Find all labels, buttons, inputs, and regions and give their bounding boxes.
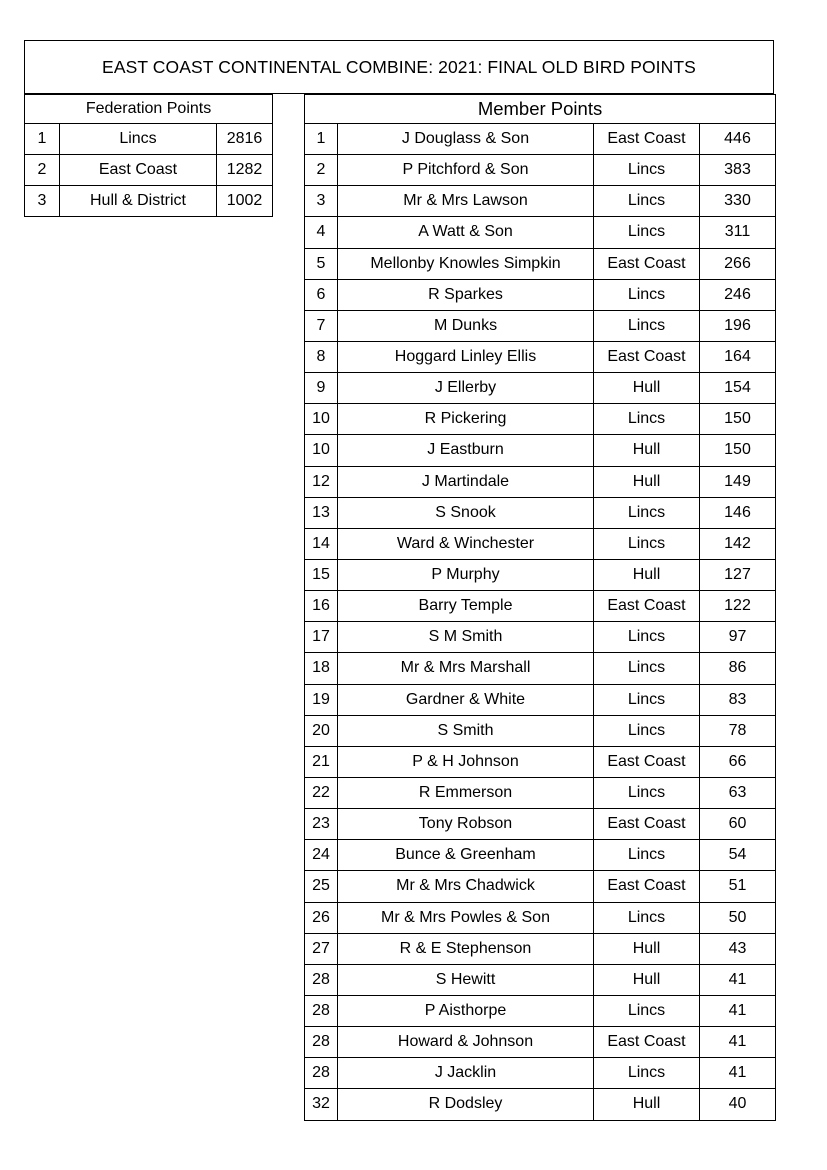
federation-row-pos: 1	[25, 124, 60, 155]
member-row-pos: 20	[305, 715, 338, 746]
member-row-pos: 8	[305, 341, 338, 372]
member-row	[305, 435, 776, 466]
federation-row-name: Hull & District	[60, 186, 217, 217]
member-row	[305, 777, 776, 808]
member-row-name: R & E Stephenson	[338, 933, 594, 964]
member-row-name: S Smith	[338, 715, 594, 746]
member-row	[305, 310, 776, 341]
member-row-pos: 3	[305, 186, 338, 217]
member-row-fed: East Coast	[594, 746, 700, 777]
federation-points-table	[24, 94, 273, 217]
member-row-name: J Ellerby	[338, 373, 594, 404]
member-points-header: Member Points	[305, 95, 776, 124]
member-row-points: 41	[700, 1027, 776, 1058]
member-row-fed: Lincs	[594, 622, 700, 653]
federation-row-points: 1282	[217, 155, 273, 186]
member-row-points: 41	[700, 964, 776, 995]
member-row-fed: East Coast	[594, 341, 700, 372]
member-row-points: 50	[700, 902, 776, 933]
member-row-points: 142	[700, 528, 776, 559]
member-row-points: 150	[700, 435, 776, 466]
member-row-pos: 28	[305, 1058, 338, 1089]
member-row-points: 246	[700, 279, 776, 310]
member-row-fed: Hull	[594, 466, 700, 497]
member-row-name: R Dodsley	[338, 1089, 594, 1120]
member-row-name: Mr & Mrs Lawson	[338, 186, 594, 217]
member-row-name: J Jacklin	[338, 1058, 594, 1089]
member-row-pos: 12	[305, 466, 338, 497]
member-row-points: 43	[700, 933, 776, 964]
member-row-points: 78	[700, 715, 776, 746]
federation-row-points: 2816	[217, 124, 273, 155]
member-row-pos: 10	[305, 435, 338, 466]
member-row-points: 196	[700, 310, 776, 341]
federation-row-name: East Coast	[60, 155, 217, 186]
member-row	[305, 217, 776, 248]
member-row-pos: 10	[305, 404, 338, 435]
member-row	[305, 404, 776, 435]
member-row	[305, 622, 776, 653]
member-row-name: P Murphy	[338, 559, 594, 590]
member-row-pos: 18	[305, 653, 338, 684]
member-row-fed: East Coast	[594, 591, 700, 622]
member-row-name: Howard & Johnson	[338, 1027, 594, 1058]
member-row-points: 83	[700, 684, 776, 715]
member-row-pos: 1	[305, 124, 338, 155]
member-row-name: Barry Temple	[338, 591, 594, 622]
member-row-fed: Lincs	[594, 653, 700, 684]
member-points-table	[304, 94, 776, 1121]
member-row-pos: 25	[305, 871, 338, 902]
member-row-fed: Hull	[594, 933, 700, 964]
member-row	[305, 746, 776, 777]
member-row-name: S Hewitt	[338, 964, 594, 995]
member-row-name: Hoggard Linley Ellis	[338, 341, 594, 372]
member-row-name: S M Smith	[338, 622, 594, 653]
member-row	[305, 373, 776, 404]
member-row-pos: 22	[305, 777, 338, 808]
member-row-pos: 24	[305, 840, 338, 871]
member-row	[305, 248, 776, 279]
member-row-pos: 28	[305, 964, 338, 995]
federation-row-pos: 3	[25, 186, 60, 217]
member-row-pos: 5	[305, 248, 338, 279]
member-row-fed: Lincs	[594, 497, 700, 528]
member-row-name: S Snook	[338, 497, 594, 528]
member-row	[305, 341, 776, 372]
member-row-name: P Pitchford & Son	[338, 155, 594, 186]
member-row	[305, 497, 776, 528]
member-row-fed: Hull	[594, 373, 700, 404]
member-row-fed: East Coast	[594, 1027, 700, 1058]
member-row-pos: 17	[305, 622, 338, 653]
member-row-points: 41	[700, 1058, 776, 1089]
member-row-points: 41	[700, 995, 776, 1026]
member-row-fed: Lincs	[594, 840, 700, 871]
member-row-name: R Pickering	[338, 404, 594, 435]
member-row-points: 164	[700, 341, 776, 372]
document-title: EAST COAST CONTINENTAL COMBINE: 2021: FINAL OLD BIRD POINTS	[24, 40, 774, 94]
member-row-name: Mr & Mrs Marshall	[338, 653, 594, 684]
member-row	[305, 124, 776, 155]
member-row	[305, 684, 776, 715]
member-row-fed: East Coast	[594, 124, 700, 155]
member-row-fed: Hull	[594, 435, 700, 466]
member-row-name: P Aisthorpe	[338, 995, 594, 1026]
member-row-name: J Martindale	[338, 466, 594, 497]
member-row	[305, 715, 776, 746]
member-row-pos: 28	[305, 1027, 338, 1058]
member-row-points: 97	[700, 622, 776, 653]
member-row-pos: 21	[305, 746, 338, 777]
member-row-fed: East Coast	[594, 809, 700, 840]
member-row	[305, 1089, 776, 1120]
member-row	[305, 591, 776, 622]
member-row-fed: Lincs	[594, 995, 700, 1026]
member-row	[305, 559, 776, 590]
member-row	[305, 840, 776, 871]
member-row-pos: 19	[305, 684, 338, 715]
member-row-name: P & H Johnson	[338, 746, 594, 777]
member-row-fed: Lincs	[594, 1058, 700, 1089]
member-row	[305, 1058, 776, 1089]
federation-row	[25, 124, 273, 155]
member-row-name: Mr & Mrs Powles & Son	[338, 902, 594, 933]
member-row-pos: 7	[305, 310, 338, 341]
member-row-fed: Lincs	[594, 404, 700, 435]
member-row-fed: East Coast	[594, 248, 700, 279]
member-row-points: 154	[700, 373, 776, 404]
member-row-name: J Douglass & Son	[338, 124, 594, 155]
member-row-name: R Emmerson	[338, 777, 594, 808]
member-row-points: 383	[700, 155, 776, 186]
member-row-pos: 4	[305, 217, 338, 248]
member-row	[305, 155, 776, 186]
member-row-points: 51	[700, 871, 776, 902]
member-row-fed: Lincs	[594, 528, 700, 559]
member-row-fed: Lincs	[594, 217, 700, 248]
member-row-name: R Sparkes	[338, 279, 594, 310]
federation-points-header: Federation Points	[25, 95, 273, 124]
member-row-pos: 2	[305, 155, 338, 186]
member-row	[305, 186, 776, 217]
member-row-points: 60	[700, 809, 776, 840]
member-row-pos: 16	[305, 591, 338, 622]
member-row-pos: 23	[305, 809, 338, 840]
member-row-points: 150	[700, 404, 776, 435]
member-row-pos: 26	[305, 902, 338, 933]
member-row-name: Bunce & Greenham	[338, 840, 594, 871]
member-row-pos: 32	[305, 1089, 338, 1120]
member-row-points: 311	[700, 217, 776, 248]
member-row	[305, 902, 776, 933]
member-row-points: 122	[700, 591, 776, 622]
member-row-name: Mr & Mrs Chadwick	[338, 871, 594, 902]
federation-row-name: Lincs	[60, 124, 217, 155]
member-row-pos: 14	[305, 528, 338, 559]
member-row-fed: Hull	[594, 1089, 700, 1120]
member-row-pos: 28	[305, 995, 338, 1026]
member-row-name: Mellonby Knowles Simpkin	[338, 248, 594, 279]
member-row-points: 63	[700, 777, 776, 808]
member-row-fed: Lincs	[594, 777, 700, 808]
member-row-pos: 27	[305, 933, 338, 964]
member-row-points: 446	[700, 124, 776, 155]
federation-row-points: 1002	[217, 186, 273, 217]
federation-row	[25, 155, 273, 186]
member-row-points: 66	[700, 746, 776, 777]
member-row	[305, 964, 776, 995]
member-row-pos: 9	[305, 373, 338, 404]
member-row-fed: Lincs	[594, 902, 700, 933]
member-row	[305, 1027, 776, 1058]
member-row-fed: Lincs	[594, 310, 700, 341]
member-row-name: M Dunks	[338, 310, 594, 341]
member-row	[305, 528, 776, 559]
member-row-fed: Lincs	[594, 715, 700, 746]
member-row-pos: 6	[305, 279, 338, 310]
member-row	[305, 871, 776, 902]
member-row-name: Tony Robson	[338, 809, 594, 840]
member-row-points: 266	[700, 248, 776, 279]
member-row-name: J Eastburn	[338, 435, 594, 466]
member-row-pos: 13	[305, 497, 338, 528]
member-row-points: 127	[700, 559, 776, 590]
member-row-fed: Lincs	[594, 279, 700, 310]
member-row	[305, 653, 776, 684]
member-row	[305, 995, 776, 1026]
federation-row-pos: 2	[25, 155, 60, 186]
member-row-fed: Lincs	[594, 684, 700, 715]
member-row-points: 330	[700, 186, 776, 217]
member-row-name: Gardner & White	[338, 684, 594, 715]
member-row-points: 86	[700, 653, 776, 684]
member-row-fed: Hull	[594, 559, 700, 590]
member-row-points: 40	[700, 1089, 776, 1120]
member-row	[305, 809, 776, 840]
member-row	[305, 933, 776, 964]
member-row-pos: 15	[305, 559, 338, 590]
member-row-fed: East Coast	[594, 871, 700, 902]
member-row-fed: Hull	[594, 964, 700, 995]
member-row-fed: Lincs	[594, 155, 700, 186]
member-row-fed: Lincs	[594, 186, 700, 217]
member-row-name: Ward & Winchester	[338, 528, 594, 559]
member-row-name: A Watt & Son	[338, 217, 594, 248]
federation-row	[25, 186, 273, 217]
member-row-points: 149	[700, 466, 776, 497]
member-row	[305, 279, 776, 310]
member-row-points: 54	[700, 840, 776, 871]
member-row	[305, 466, 776, 497]
member-row-points: 146	[700, 497, 776, 528]
